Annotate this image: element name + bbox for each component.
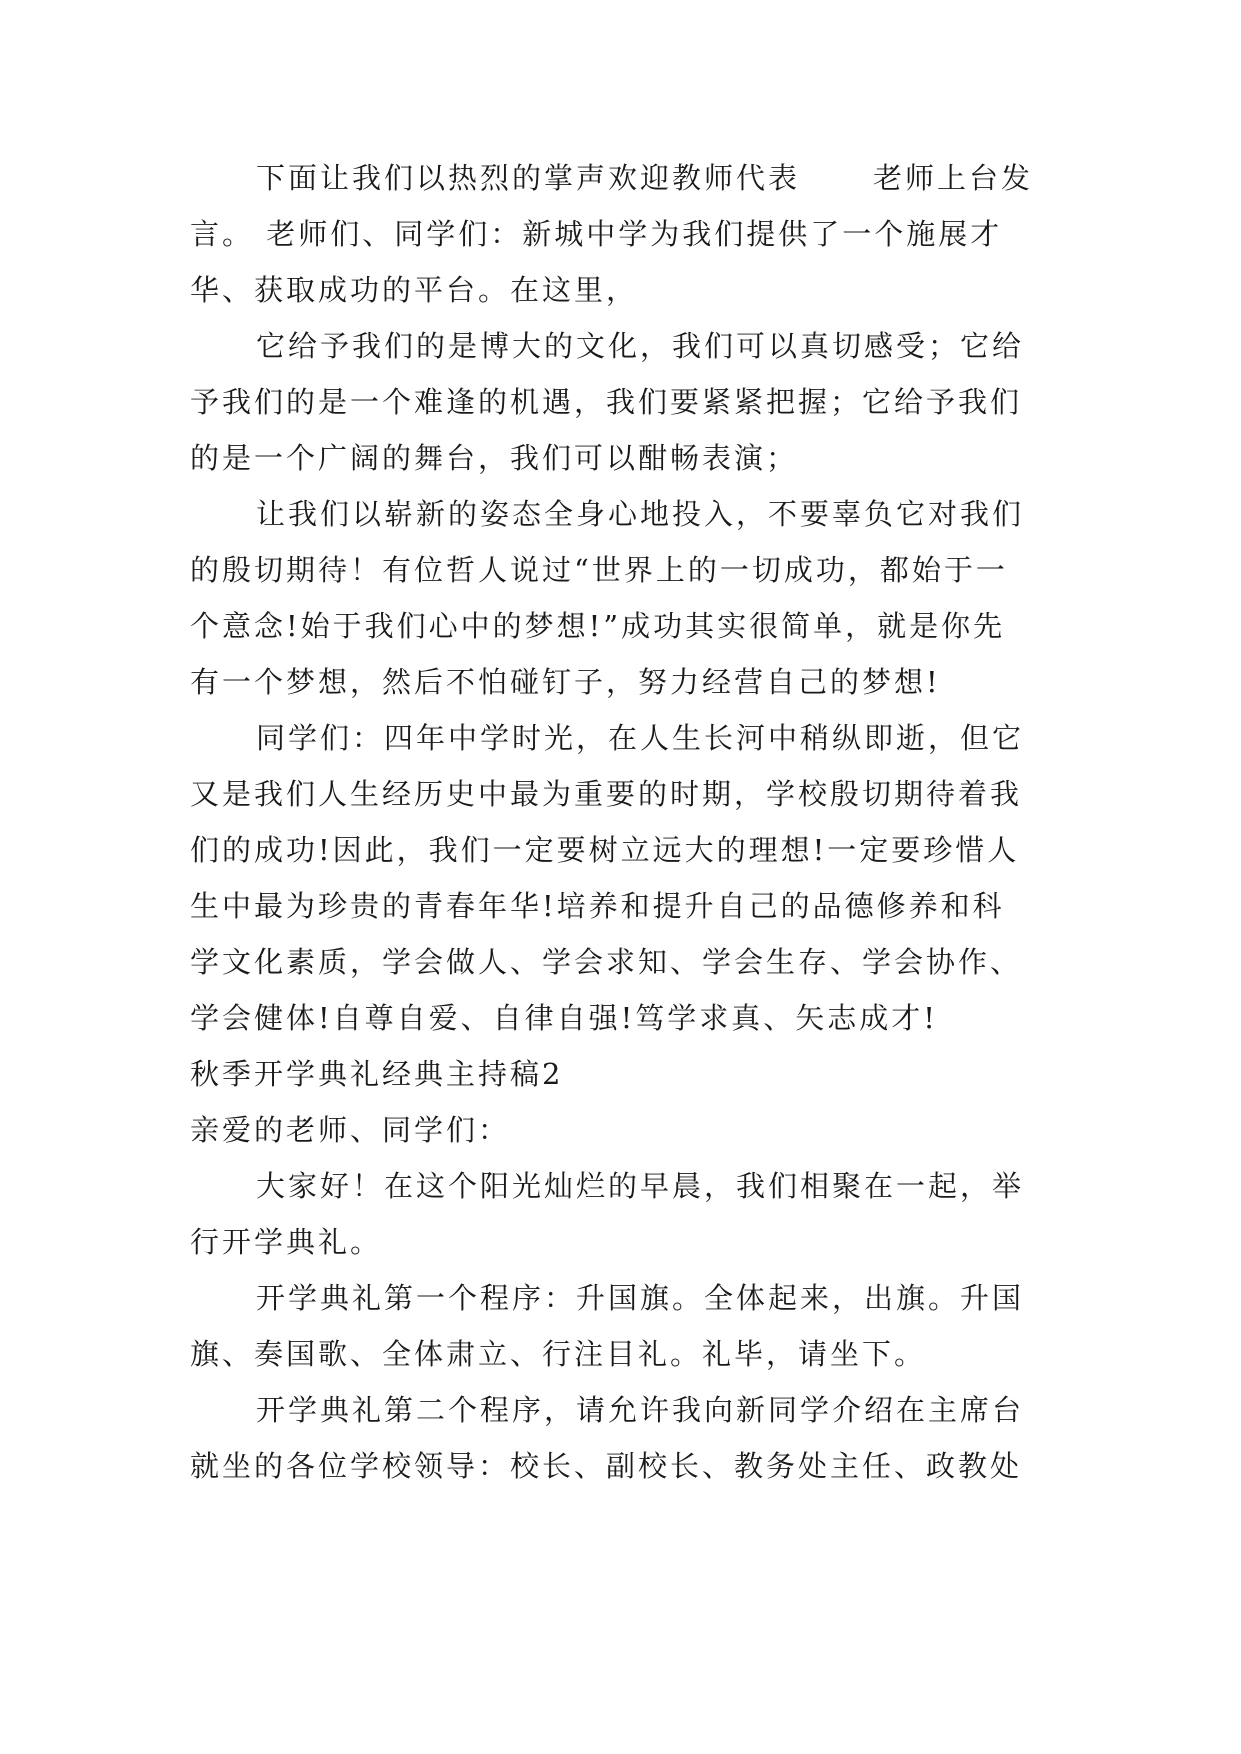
text-line bbox=[190, 990, 1060, 1046]
text-line-content: 华、获取成功的平台。在这里， bbox=[190, 273, 639, 307]
paragraph-p4 bbox=[190, 710, 1060, 1046]
text-line bbox=[190, 486, 1060, 542]
text-line-content: 个意念!始于我们心中的梦想!”成功其实很简单，就是你先 bbox=[190, 609, 1006, 643]
text-line bbox=[190, 1046, 1060, 1102]
text-line-content: 秋季开学典礼经典主持稿2 bbox=[190, 1057, 564, 1091]
text-line bbox=[190, 766, 1060, 822]
text-line-content: 的殷切期待！有位哲人说过“世界上的一切成功，都始于一 bbox=[190, 553, 1008, 587]
text-line-content: 开学典礼第二个程序，请允许我向新同学介绍在主席台 bbox=[256, 1393, 1025, 1427]
text-line-content: 开学典礼第一个程序：升国旗。全体起来，出旗。升国 bbox=[256, 1281, 1025, 1315]
text-line-content: 亲爱的老师、同学们： bbox=[190, 1113, 511, 1147]
text-line bbox=[190, 654, 1060, 710]
text-line-content: 大家好！在这个阳光灿烂的早晨，我们相聚在一起，举 bbox=[256, 1169, 1025, 1203]
text-line bbox=[190, 430, 1060, 486]
text-line-content: 生中最为珍贵的青春年华!培养和提升自己的品德修养和科 bbox=[190, 889, 1005, 923]
text-line-content: 又是我们人生经历史中最为重要的时期，学校殷切期待着我 bbox=[190, 777, 1023, 811]
document-body bbox=[190, 150, 1060, 1494]
text-line-content: 学会健体!自尊自爱、自律自强!笃学求真、矢志成才! bbox=[190, 1001, 938, 1035]
text-line bbox=[190, 206, 1060, 262]
text-line-content: 行开学典礼。 bbox=[190, 1225, 383, 1259]
text-line bbox=[190, 542, 1060, 598]
text-line-content: 予我们的是一个难逢的机遇，我们要紧紧把握；它给予我们 bbox=[190, 385, 1023, 419]
text-line-content: 旗、奏国歌、全体肃立、行注目礼。礼毕，请坐下。 bbox=[190, 1337, 927, 1371]
text-line bbox=[190, 1270, 1060, 1326]
text-line bbox=[190, 1382, 1060, 1438]
paragraph-p7 bbox=[190, 1382, 1060, 1494]
text-line-content: 们的成功!因此，我们一定要树立远大的理想!一定要珍惜人 bbox=[190, 833, 1020, 867]
text-line bbox=[190, 934, 1060, 990]
text-line-content: 言。 老师们、同学们：新城中学为我们提供了一个施展才 bbox=[190, 217, 1003, 251]
text-line bbox=[190, 878, 1060, 934]
text-line-content: 学文化素质，学会做人、学会求知、学会生存、学会协作、 bbox=[190, 945, 1023, 979]
text-line-content: 它给予我们的是博大的文化，我们可以真切感受；它给 bbox=[256, 329, 1025, 363]
text-line-content: 有一个梦想，然后不怕碰钉子，努力经营自己的梦想! bbox=[190, 665, 941, 699]
text-line bbox=[190, 374, 1060, 430]
text-line-content: 同学们：四年中学时光，在人生长河中稍纵即逝，但它 bbox=[256, 721, 1025, 755]
text-line bbox=[190, 1102, 1060, 1158]
paragraph-p5 bbox=[190, 1158, 1060, 1270]
text-line bbox=[190, 1158, 1060, 1214]
text-line-content: 下面让我们以热烈的掌声欢迎教师代表 bbox=[256, 161, 801, 195]
paragraph-p1 bbox=[190, 150, 1060, 318]
text-line bbox=[190, 1214, 1060, 1270]
paragraph-p2 bbox=[190, 318, 1060, 486]
text-line-tail: 老师上台发 bbox=[873, 161, 1034, 195]
text-line-content: 让我们以崭新的姿态全身心地投入，不要辜负它对我们 bbox=[256, 497, 1025, 531]
text-line bbox=[190, 262, 1060, 318]
text-line bbox=[190, 710, 1060, 766]
text-line bbox=[190, 598, 1060, 654]
text-line-content: 就坐的各位学校领导：校长、副校长、教务处主任、政教处 bbox=[190, 1449, 1023, 1483]
text-line-content: 的是一个广阔的舞台，我们可以酣畅表演； bbox=[190, 441, 799, 475]
paragraph-p6 bbox=[190, 1270, 1060, 1382]
paragraph-title2 bbox=[190, 1046, 1060, 1102]
text-line bbox=[190, 1438, 1060, 1494]
paragraph-salutation bbox=[190, 1102, 1060, 1158]
text-line bbox=[190, 318, 1060, 374]
paragraph-p3 bbox=[190, 486, 1060, 710]
text-line bbox=[190, 1326, 1060, 1382]
text-line bbox=[190, 150, 1060, 206]
text-line bbox=[190, 822, 1060, 878]
